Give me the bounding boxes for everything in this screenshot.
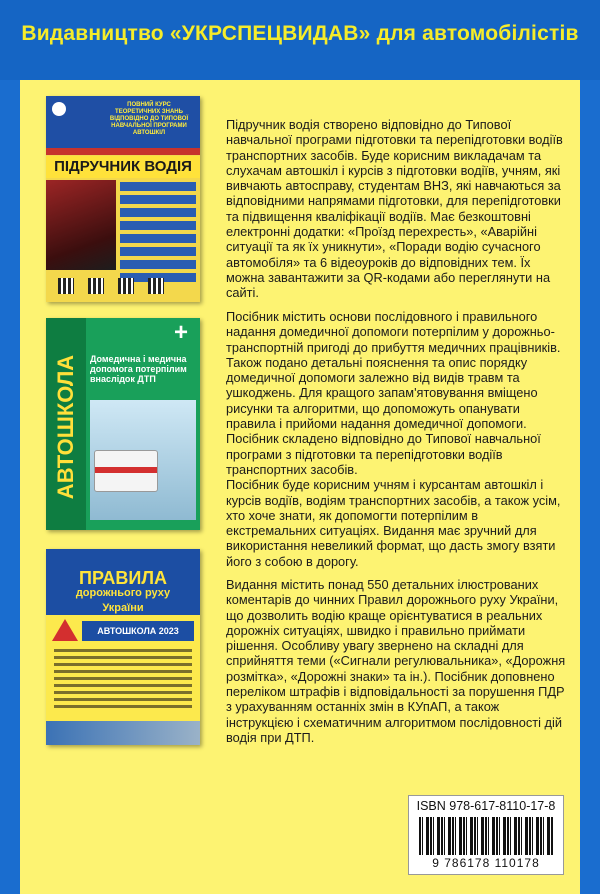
isbn-barcode: [408, 795, 564, 875]
book-cover-driver-textbook: [46, 96, 200, 302]
book1-topics-list: [120, 182, 196, 286]
qr-code-icon: [148, 278, 164, 294]
publisher-title: Видавництво «УКРСПЕЦВИДАВ» для автомобілістів: [21, 22, 579, 45]
book2-spine-text: АВТОШКОЛА: [53, 354, 78, 500]
book-cover-first-aid: [46, 318, 200, 530]
car-headlight-image: [46, 180, 116, 270]
qr-code-icon: [118, 278, 134, 294]
warning-sign-icon: [52, 619, 78, 641]
book1-course-text: ПОВНИЙ КУРС ТЕОРЕТИЧНИХ ЗНАНЬ ВІДПОВІДНО ДО ТИПОВОЇ НАВЧАЛЬНОЇ ПРОГРАМИ АВТОШКІЛ: [109, 102, 189, 136]
book3-text-lines: [54, 649, 192, 712]
road-image: [46, 721, 200, 745]
book1-title: ПІДРУЧНИК ВОДІЯ: [46, 156, 200, 178]
ambulance-icon: [94, 450, 158, 492]
description-traffic-rules: Видання містить понад 550 детальних ілюстрованих коментарів до чинних Правил дорожнього руху України, що дозволить водію краще орієнтуватися в реальних дорожніх ситуаціях, швидко і правильно приймати рішення. Особливу увагу звернено на складні для сприйняття теми («Сигнали регулювальника», «Дорожня розмітка», «Дорожні знаки» та ін.). Посібник доповнено переліком штрафів і відповідальності за порушення ПДР з урахуванням останніх змін в КУпАП, а також інструкцією і схематичним алгоритмом послідовності дій водія при ДТП.: [226, 577, 566, 745]
qr-code-icon: [58, 278, 74, 294]
book3-title: ПРАВИЛА дорожнього руху України: [75, 568, 171, 614]
description-driver-textbook: Підручник водія створено відповідно до Типової навчальної програми підготовки та перепідготовки водіїв транспортних засобів. Буде корисним викладачам та слухачам автошкіл і курсів з підготовки водіїв, учням, які вивчають автосправу, студентам ВНЗ, які навчаються за відповідними напрямами підготовки, для перепідготовки та підвищення кваліфікації водіїв. Має безкоштовні електронні додатки: «Проїзд перехресть», «Аварійні ситуації та як їх уникнути», «Поради водію сучасного автомобіля» та 6 відеоуроків до відповідних тем. Їх можна завантажити за QR-кодами або переглянути на сайті.: [226, 117, 563, 301]
medical-cross-icon: +: [173, 319, 188, 346]
header-banner: [0, 0, 600, 83]
publisher-logo-icon: [52, 102, 66, 116]
book3-badge: АВТОШКОЛА 2023: [82, 621, 194, 641]
book2-title: Домедична і медична допомога потерпілим внаслідок ДТП: [90, 354, 187, 384]
right-blue-border: [580, 80, 600, 894]
barcode-bars-icon: [419, 817, 553, 855]
book-cover-traffic-rules: [46, 549, 200, 745]
qr-code-icon: [88, 278, 104, 294]
barcode-digits: 9 786178 110178: [432, 856, 540, 870]
description-first-aid: Посібник містить основи послідовного і правильного надання домедичної допомоги потерпілим у дорожньо-транспортній пригоді до прибуття медичних працівників. Також подано детальні пояснення та опис порядку домедичної допомоги залежно від видів травм та ушкоджень. Для кращого запам'ятовування вміщено рисунки та алгоритми, що допоможуть опанувати правила і прийоми надання домедичної допомоги. Посібник складено відповідно до Типової навчальної програми з підготовки та перепідготовки водіїв транспортних засобів. Посібник буде корисним учням і курсантам автошкіл і курсів водіїв, водіям транспортних засобів, а також усім, хто хоче знати, як допомогти потерпілим в екстремальних ситуаціях. Видання має зручний для використання невеликий формат, що дасть змогу взяти його з собою в дорогу.: [226, 309, 561, 569]
isbn-number: ISBN 978-617-8110-17-8: [416, 799, 556, 813]
